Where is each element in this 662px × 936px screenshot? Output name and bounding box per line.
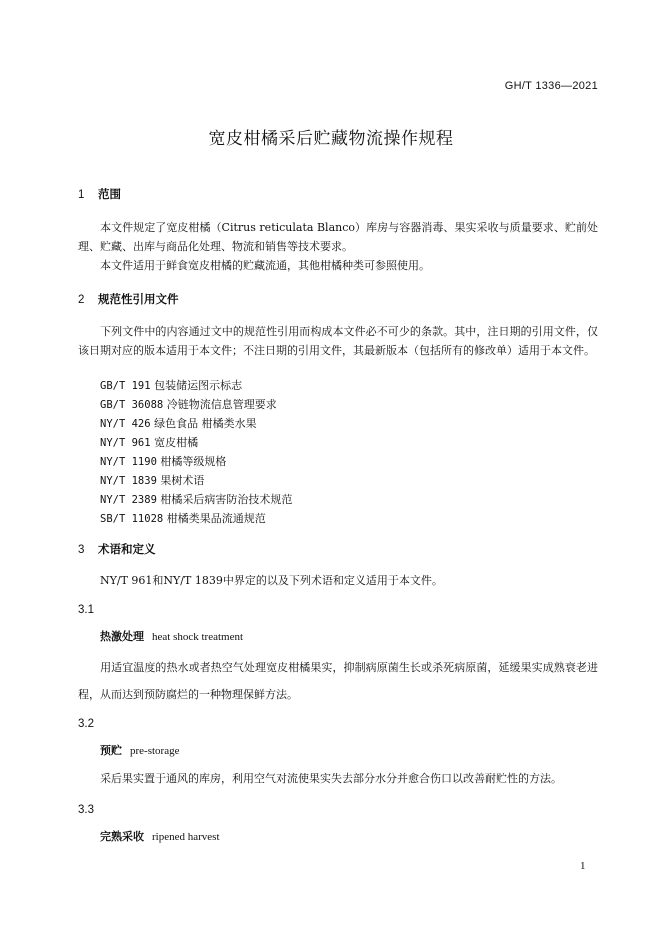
reference-item (100, 415, 257, 431)
reference-code: NY/T 426 (100, 418, 151, 430)
section-number: 1 (78, 189, 85, 201)
term-definition (78, 654, 598, 708)
term-heading (100, 742, 179, 758)
term-chinese: 热激处理 (100, 630, 144, 643)
document-title: 宽皮柑橘采后贮藏物流操作规程 (208, 129, 454, 149)
reference-name: 包装储运图示标志 (154, 379, 243, 392)
term-chinese: 预贮 (100, 744, 122, 757)
section-heading-terms-definitions (78, 541, 156, 557)
reference-name: 宽皮柑橘 (154, 436, 199, 449)
paragraph-text: 用适宜温度的热水或者热空气处理宽皮柑橘果实，抑制病原菌生长或杀死病原菌，延缓果实成熟衰老进程，从而达到预防腐烂的一种物理保鲜方法。 (78, 661, 598, 701)
reference-item (100, 377, 242, 393)
reference-item (100, 453, 226, 469)
reference-item (100, 491, 292, 507)
term-number: 3.3 (78, 804, 94, 816)
section-number: 3 (78, 544, 85, 556)
paragraph-text: 下列文件中的内容通过文中的规范性引用而构成本文件必不可少的条款。其中，注日期的引用文件，仅该日期对应的版本适用于本文件；不注日期的引用文件，其最新版本（包括所有的修改单）适用于本文件。 (78, 325, 598, 357)
reference-item (100, 472, 204, 488)
reference-code: SB/T 11028 (100, 513, 164, 525)
page-number: 1 (580, 860, 586, 872)
paragraph-text: 本文件规定了宽皮柑橘（Citrus reticulata Blanco）库房与容器消毒、果实采收与质量要求、贮前处理、贮藏、出库与商品化处理、物流和销售等技术要求。 (78, 221, 598, 253)
term-heading (100, 628, 243, 644)
paragraph (78, 571, 598, 590)
reference-name: 柑橘等级规格 (160, 455, 227, 468)
section-heading-normative-references (78, 291, 179, 307)
reference-item (100, 396, 277, 412)
term-definition (78, 769, 598, 788)
term-number: 3.2 (78, 718, 94, 730)
reference-code: NY/T 1839 (100, 475, 157, 487)
reference-name: 冷链物流信息管理要求 (166, 398, 277, 411)
section-title: 术语和定义 (98, 542, 156, 556)
standard-number: GH/T 1336—2021 (504, 80, 598, 92)
paragraph-text: 本文件适用于鲜食宽皮柑橘的贮藏流通，其他柑橘种类可参照使用。 (100, 259, 430, 272)
section-heading-scope (78, 186, 121, 202)
term-number: 3.1 (78, 604, 94, 616)
section-title: 规范性引用文件 (98, 292, 179, 306)
paragraph-text: 采后果实置于通风的库房，利用空气对流使果实失去部分水分并愈合伤口以改善耐贮性的方法。 (100, 772, 562, 785)
paragraph-text: NY/T 961和NY/T 1839中界定的以及下列术语和定义适用于本文件。 (100, 574, 443, 587)
reference-name: 绿色食品 柑橘类水果 (154, 417, 257, 430)
paragraph (78, 322, 598, 360)
reference-code: NY/T 1190 (100, 456, 157, 468)
term-heading (100, 828, 220, 844)
reference-code: GB/T 191 (100, 380, 151, 392)
reference-name: 果树术语 (160, 474, 205, 487)
section-title: 范围 (98, 187, 121, 201)
paragraph (78, 218, 598, 256)
reference-name: 柑橘采后病害防治技术规范 (160, 493, 293, 506)
term-english: pre-storage (130, 745, 180, 757)
term-english: ripened harvest (152, 831, 220, 843)
reference-code: NY/T 961 (100, 437, 151, 449)
term-chinese: 完熟采收 (100, 830, 144, 843)
reference-code: GB/T 36088 (100, 399, 164, 411)
reference-item (100, 510, 266, 526)
paragraph (78, 256, 598, 275)
reference-name: 柑橘类果品流通规范 (166, 512, 266, 525)
reference-item (100, 434, 198, 450)
term-english: heat shock treatment (152, 631, 244, 643)
reference-code: NY/T 2389 (100, 494, 157, 506)
section-number: 2 (78, 294, 85, 306)
